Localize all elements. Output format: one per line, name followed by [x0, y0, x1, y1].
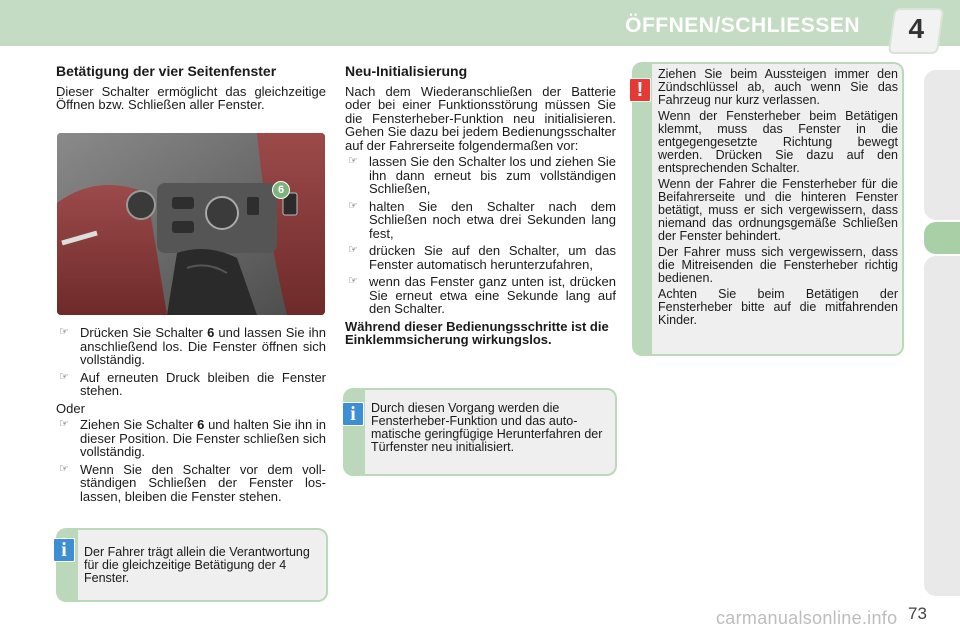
pointing-hand-icon: ☞	[348, 199, 358, 212]
page-header	[0, 0, 960, 46]
intro-text: Dieser Schalter ermöglicht das gleichzeitige Öffnen bzw. Schließen aller Fenster.	[56, 83, 326, 112]
warning-text	[658, 68, 898, 330]
bold-note: Während dieser Bedienungsschritte ist die Einklemmsicherung wirkungslos.	[345, 318, 609, 347]
list-item: ☞ Auf erneuten Druck bleiben die Fenster stehen.	[59, 369, 326, 398]
watermark: carmanualsonline.info	[716, 608, 898, 628]
bullet-list-1	[56, 326, 326, 398]
list-item: ☞ lassen Sie den Schalter los und ziehen Sie ihn dann erneut bis zum vollständigen Schließen,	[348, 154, 616, 196]
switch-ref: 6	[197, 417, 205, 432]
middle-column	[345, 65, 616, 350]
info-text: Der Fahrer trägt allein die Verantwortung für die gleichzeitige Betätigung der 4 Fenster.	[84, 545, 310, 585]
left-column	[56, 65, 326, 115]
exclamation-icon: !	[629, 78, 651, 102]
list-item: ☞ Drücken Sie Schalter 6 und lassen Sie ihn anschließend los. Die Fenster öffnen sich vollständig.	[59, 325, 326, 367]
page-title: ÖFFNEN/SCHLIESSEN	[625, 14, 860, 37]
intro-text: Nach dem Wiederanschließen der Batterie oder bei einer Funktionsstörung müssen Sie die Fensterheber-Funktion neu initialisieren. Gehen Sie dazu bei jedem Bedienungsschalter auf der Fahrerseite folgendermaßen vor:	[345, 83, 617, 153]
warning-paragraph: Wenn der Fahrer die Fensterheber für die Beifahrerseite und die hinteren Fenster betätigt, muss er sich vergewissern, dass niemand das ordnungsgemäße Schließen der Fenster behindert.	[658, 177, 898, 243]
pointing-hand-icon: ☞	[348, 275, 358, 287]
console-illustration	[57, 133, 325, 315]
page-number: 73	[908, 604, 927, 623]
pointing-hand-icon: ☞	[59, 418, 69, 430]
warning-paragraph: Der Fahrer muss sich vergewissern, dass die Mitreisenden die Fensterheber richtig bedienen.	[658, 245, 898, 285]
switch-ref: 6	[207, 325, 215, 340]
warning-paragraph: Achten Sie beim Betätigen der Fensterheber bitte auf die mitfahrenden Kinder.	[658, 287, 898, 327]
chapter-badge	[890, 10, 942, 52]
steps-list	[345, 155, 616, 316]
warning-paragraph: Ziehen Sie beim Aussteigen immer den Zündschlüssel ab, auch wenn Sie das Fahrzeug nur kurz verlassen.	[658, 67, 898, 107]
pointing-hand-icon: ☞	[348, 244, 358, 256]
info-box-driver	[56, 528, 328, 602]
pointing-hand-icon: ☞	[59, 326, 69, 338]
pointing-hand-icon: ☞	[59, 370, 69, 383]
list-item: ☞ Ziehen Sie Schalter 6 und halten Sie ihn in dieser Position. Die Fenster schließen sich vollständig.	[59, 417, 326, 459]
info-text: Durch diesen Vorgang werden die Fensterheber-Funktion und das automatische geringfügige Herunterfahren der Türfenster neu initialisiert.	[371, 401, 603, 454]
list-item: ☞ wenn das Fenster ganz unten ist, drücken Sie erneut etwa eine Sekunde lang auf den Schalter.	[348, 274, 616, 316]
side-tab-active	[924, 222, 960, 254]
info-icon: i	[342, 402, 364, 426]
bullet-list-2	[56, 418, 326, 503]
list-item: ☞ halten Sie den Schalter nach dem Schließen noch etwa drei Sekunden lang fest,	[348, 198, 616, 241]
warning-paragraph: Wenn der Fensterheber beim Betätigen klemmt, muss das Fenster in die entgegengesetzte Richtung bewegt werden. Drücken Sie dazu auf den entsprechenden Schalter.	[658, 109, 898, 175]
info-box-reinit	[343, 388, 617, 476]
window-switch-photo	[57, 133, 325, 315]
list-item: ☞ Wenn Sie den Schalter vor dem vollständigen Schließen der Fenster loslassen, bleiben die Fenster stehen.	[59, 461, 326, 504]
left-column-lower	[56, 326, 326, 507]
side-tab	[924, 256, 960, 596]
info-icon: i	[53, 538, 75, 562]
warning-box	[632, 62, 904, 356]
callout-6: 6	[272, 181, 290, 199]
chapter-number: 4	[908, 13, 925, 44]
side-tab	[924, 70, 960, 220]
section-heading: Betätigung der vier Seitenfenster	[56, 63, 277, 79]
list-item: ☞ drücken Sie auf den Schalter, um das Fenster automatisch herunterzufahren,	[348, 243, 616, 272]
pointing-hand-icon: ☞	[59, 462, 69, 475]
oder-text: Oder	[56, 400, 85, 416]
section-heading: Neu-Initialisierung	[345, 63, 468, 79]
pointing-hand-icon: ☞	[348, 155, 358, 167]
